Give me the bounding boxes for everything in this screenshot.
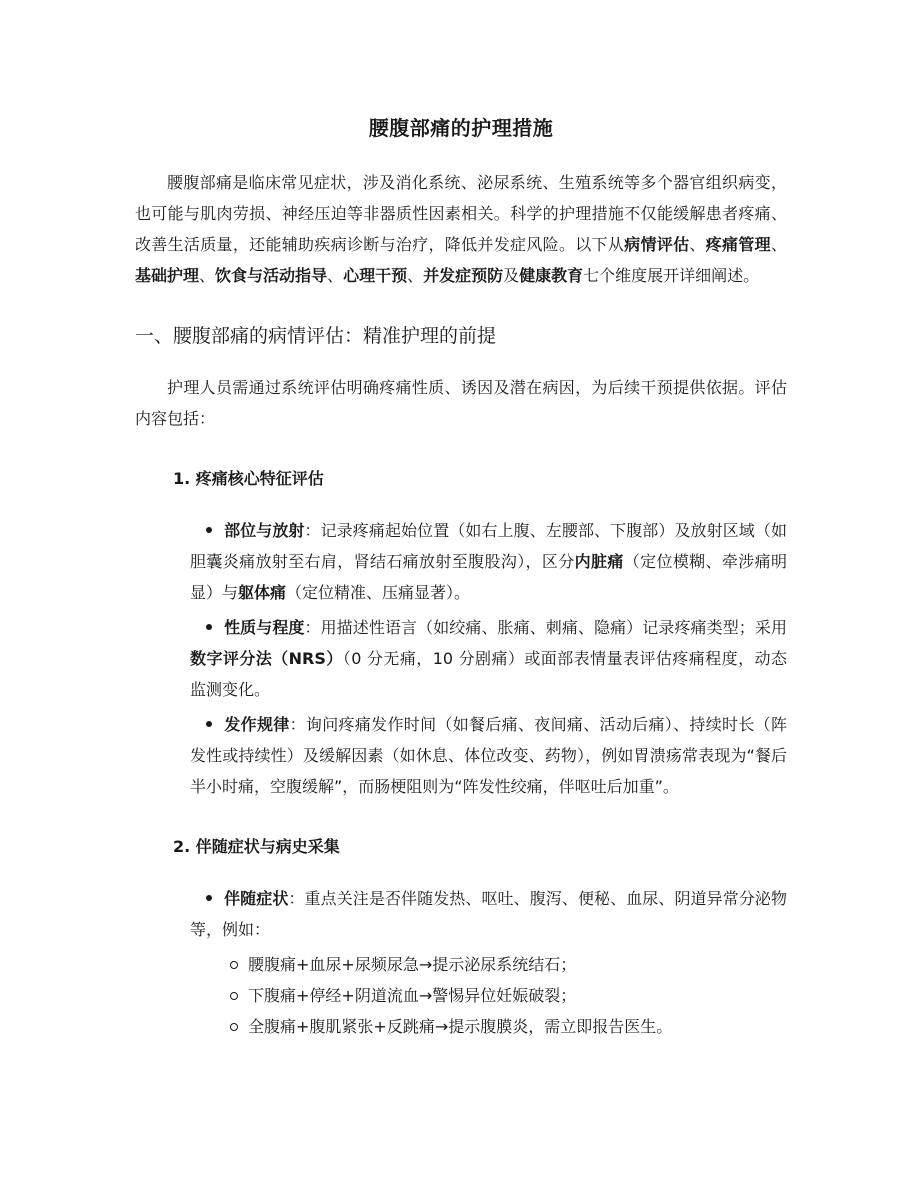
examples-list [135,949,787,1042]
subsection-1-heading: 1. 疼痛核心特征评估 [173,469,324,488]
subsection-2-heading: 2. 伴随症状与病史采集 [173,837,340,856]
section-1-lead: 护理人员需通过系统评估明确疼痛性质、诱因及潜在病因，为后续干预提供依据。评估内容包括： [135,378,787,428]
item-text: ：记录疼痛起始位置（如右上腹、左腰部、下腹部）及放射区域（如胆囊炎痛放射至右肩，肾结石痛放射至腹股沟），区分 [190,521,787,571]
list-item [190,612,787,705]
list-item [190,515,787,608]
circle-bullet-icon [230,961,238,969]
subsection-1-list [135,515,787,802]
document-page [135,112,787,1042]
separator: 及 [503,266,520,285]
list-item [190,883,787,945]
item-text: （定位模糊、牵涉痛明显）与 [190,552,787,602]
separator: 、 [689,235,706,254]
item-text: ：询问疼痛发作时间（如餐后痛、夜间痛、活动后痛）、持续时长（阵发性或持续性）及缓解因素（如休息、体位改变、药物），例如胃溃疡常表现为“餐后半小时痛，空腹缓解”，而肠梗阻则为“阵发性绞痛，伴呕吐后加重”。 [190,715,787,796]
bullet-icon [206,624,212,630]
intro-text: 腰腹部痛是临床常见症状，涉及消化系统、泌尿系统、生殖系统等多个器官组织病变，也可能与肌肉劳损、神经压迫等非器质性因素相关。科学的护理措施不仅能缓解患者疼痛、改善生活质量，还能辅助疾病诊断与治疗，降低并发症风险。以下从 [135,173,787,254]
separator: 、 [199,266,216,285]
keyword-6: 并发症预防 [423,266,504,285]
item-text: ：重点关注是否伴随发热、呕吐、腹泻、便秘、血尿、阴道异常分泌物等，例如： [190,889,787,939]
bullet-icon [206,527,212,533]
example-text: 全腹痛+腹肌紧张+反跳痛→提示腹膜炎，需立即报告医生。 [248,1017,673,1036]
list-item [190,709,787,802]
item-text: （0 分无痛，10 分剧痛）或面部表情量表评估疼痛程度，动态监测变化。 [190,649,787,699]
item-label: 性质与程度 [224,618,305,637]
example-text: 下腹痛+停经+阴道流血→警惕异位妊娠破裂； [248,986,577,1005]
intro-end: 七个维度展开详细阐述。 [583,266,760,285]
item-bold: 躯体痛 [238,583,287,602]
item-label: 发作规律 [224,715,290,734]
item-text: ：用描述性语言（如绞痛、胀痛、刺痛、隐痛）记录疼痛类型；采用 [304,618,787,637]
example-item [230,1011,787,1042]
subsection-2-list [135,883,787,945]
keyword-4: 饮食与活动指导 [215,266,328,285]
item-text: （定位精准、压痛显著）。 [286,583,471,602]
keyword-7: 健康教育 [519,266,584,285]
separator: 、 [407,266,424,285]
item-label: 部位与放射 [224,521,305,540]
keyword-5: 心理干预 [343,266,408,285]
section-1-heading: 一、腰腹部痛的病情评估：精准护理的前提 [135,325,497,347]
example-text: 腰腹痛+血尿+尿频尿急→提示泌尿系统结石； [248,955,577,974]
separator: 、 [327,266,344,285]
item-bold: 数字评分法（NRS） [190,649,343,668]
example-item [230,949,787,980]
keyword-1: 病情评估 [624,235,690,254]
separator: 、 [770,235,787,254]
keyword-2: 疼痛管理 [705,235,771,254]
intro-paragraph [135,167,787,291]
item-bold: 内脏痛 [574,552,624,571]
document-title: 腰腹部痛的护理措施 [368,116,554,140]
keyword-3: 基础护理 [135,266,200,285]
example-item [230,980,787,1011]
circle-bullet-icon [230,1023,238,1031]
bullet-icon [206,895,212,901]
circle-bullet-icon [230,992,238,1000]
bullet-icon [206,721,212,727]
item-label: 伴随症状 [224,889,289,908]
